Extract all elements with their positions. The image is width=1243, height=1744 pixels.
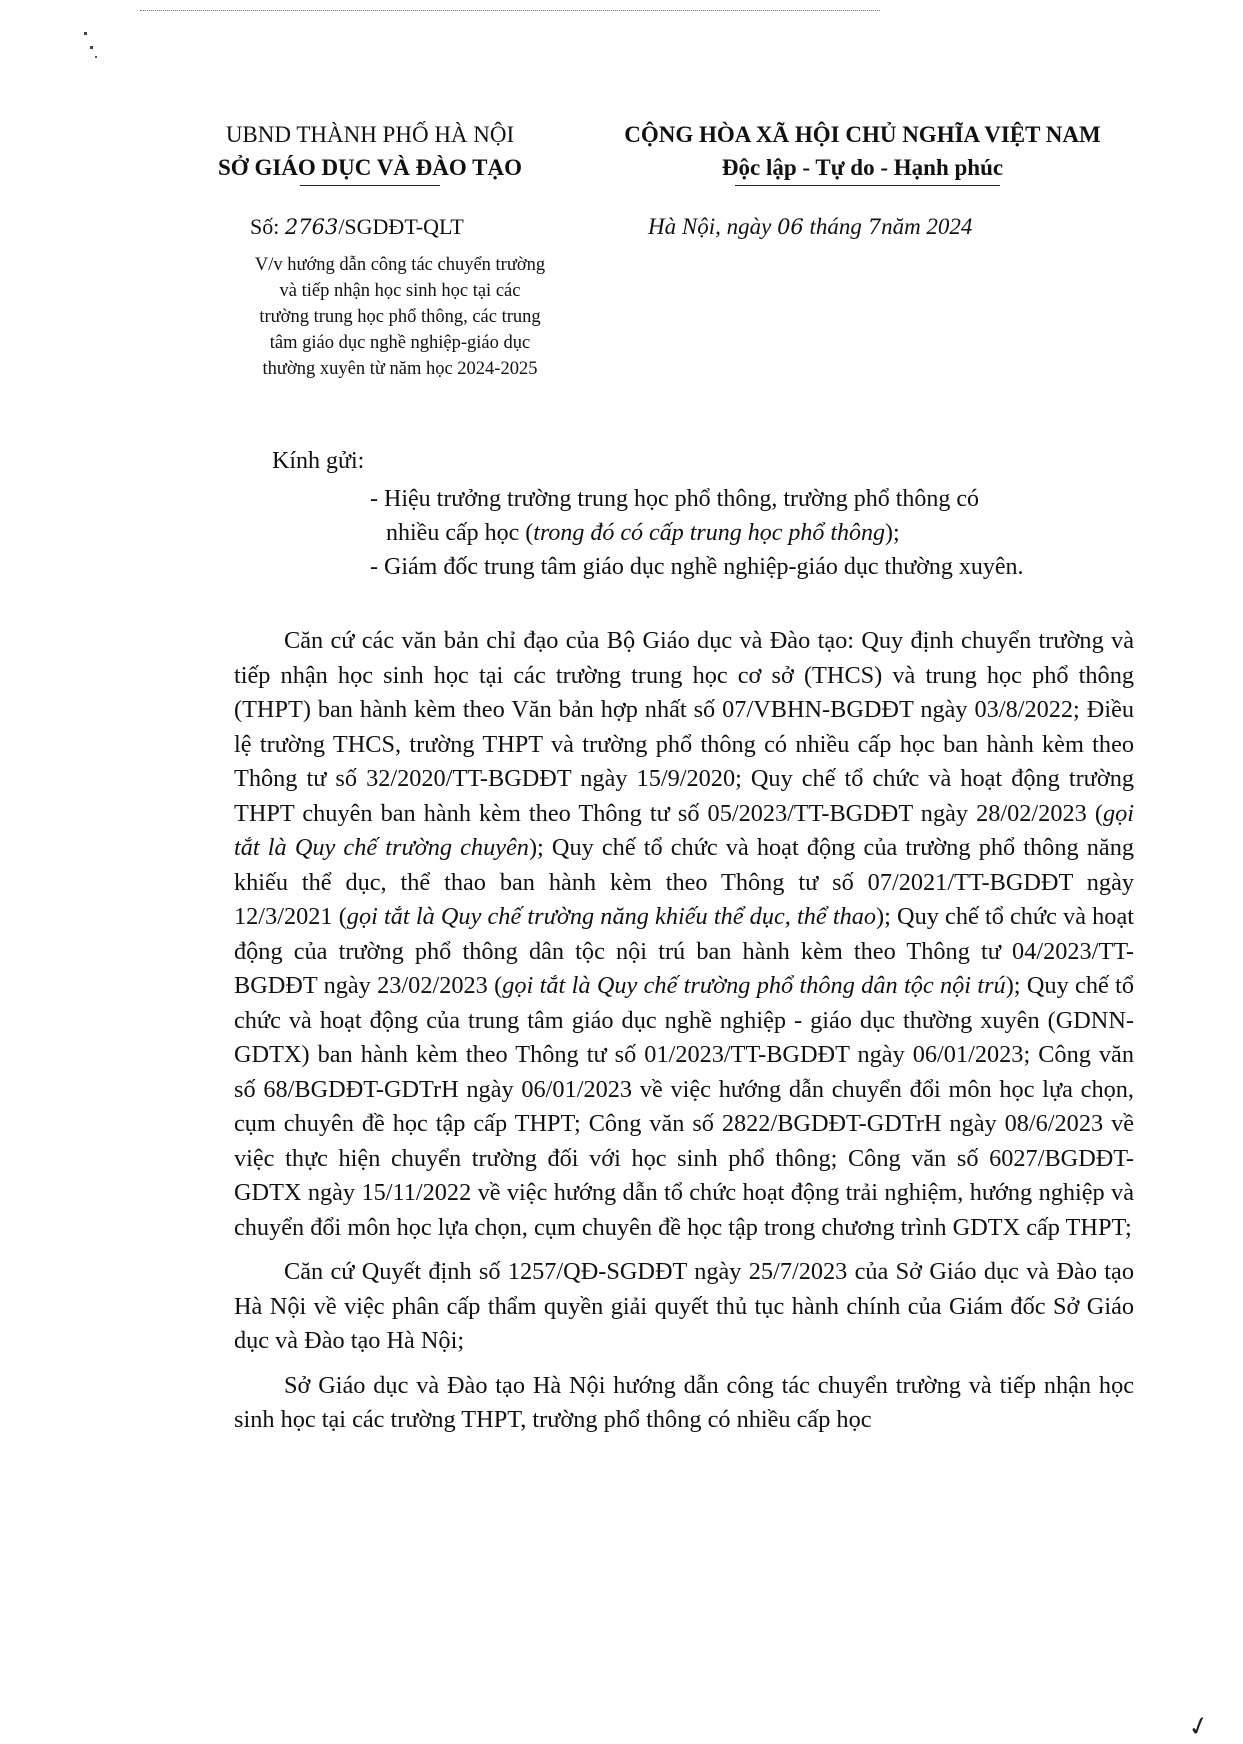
date-prefix: Hà Nội, ngày bbox=[648, 214, 778, 239]
p1-italic: gọi tắt là Quy chế trường chuyên bbox=[234, 799, 1134, 861]
date-day: 06 bbox=[777, 215, 804, 239]
authority-underline bbox=[300, 185, 440, 186]
document-number bbox=[250, 214, 464, 240]
national-motto: Độc lập - Tự do - Hạnh phúc bbox=[721, 155, 1004, 180]
p1-text: ); Quy chế tổ chức và hoạt động của trung tâm giáo dục nghề nghiệp - giáo dục thường xuyên (GDNN-GDTX) ban hành kèm theo Thông tư số 01/2023/TT-BGDĐT ngày 06/01/2023; Công văn số 68/BGDĐT-GDTrH ngày 06/01/2023 về việc hướng dẫn chuyển đổi môn học lựa chọn, cụm chuyên đề học tập cấp THPT; Công văn số 2822/BGDĐT-GDTrH ngày 08/6/2023 về việc thực hiện chuyển trường đối với học sinh phổ thông; Công văn số 6027/BGDĐT-GDTX ngày 15/11/2022 về việc hướng dẫn tổ chức hoạt động trải nghiệm, hướng nghiệp và chuyển đổi môn học lựa chọn, cụm chuyên đề học tập trong chương trình GDTX cấp THPT; bbox=[234, 972, 1134, 1241]
national-title bbox=[585, 118, 1140, 184]
p1-text: ); Quy chế tổ chức và hoạt động của trường phổ thông dân tộc nội trú ban hành kèm theo Thông tư 04/2023/TT-BGDĐT ngày 23/02/2023 ( bbox=[234, 903, 1134, 999]
date-month-label: tháng bbox=[803, 214, 868, 239]
document-subject bbox=[230, 252, 570, 382]
scan-edge-line bbox=[140, 10, 880, 11]
date-month: 7 bbox=[867, 215, 882, 239]
recipient-1 bbox=[370, 482, 1140, 550]
recipient-2: - Giám đốc trung tâm giáo dục nghề nghiệp-giáo dục thường xuyên. bbox=[370, 554, 1024, 580]
recipient-1-end: ); bbox=[885, 520, 900, 546]
body-paragraph-1 bbox=[234, 624, 1134, 1245]
recipient-1-text: nhiều cấp học ( bbox=[386, 520, 534, 546]
subject-line: tâm giáo dục nghề nghiệp-giáo dục bbox=[269, 333, 531, 353]
body-paragraph-2: Căn cứ Quyết định số 1257/QĐ-SGDĐT ngày 25/7/2023 của Sở Giáo dục và Đào tạo Hà Nội về việc phân cấp thẩm quyền giải quyết thủ tục hành chính của Giám đốc Sở Giáo dục và Đào tạo Hà Nội; bbox=[234, 1258, 1134, 1354]
recipient-1-line-1: - Hiệu trưởng trường trung học phổ thông, trường phổ thông có bbox=[370, 486, 980, 512]
p1-text: Căn cứ các văn bản chỉ đạo của Bộ Giáo dục và Đào tạo: Quy định chuyển trường và tiếp nhận học sinh học tại các trường trung học cơ sở (THCS) và trung học phổ thông (THPT) ban hành kèm theo Văn bản hợp nhất số 07/VBHN-BGDĐT ngày 03/8/2022; Điều lệ trường THCS, trường THPT và trường phổ thông có nhiều cấp học ban hành kèm theo Thông tư số 32/2020/TT-BGDĐT ngày 15/9/2020; Quy chế tổ chức và hoạt động trường THPT chuyên ban hành kèm theo Thông tư số 05/2023/TT-BGDĐT ngày 28/02/2023 ( bbox=[234, 627, 1134, 827]
authority-line-1: UBND THÀNH PHỐ HÀ NỘI bbox=[225, 122, 515, 147]
p1-text: ); Quy chế tổ chức và hoạt động của trường phổ thông năng khiếu thể dục, thể thao ban hành kèm theo Thông tư số 07/2021/TT-BGDĐT ngày 12/3/2021 ( bbox=[234, 834, 1134, 930]
recipient-1-line-2 bbox=[370, 516, 1140, 550]
scan-speck bbox=[95, 56, 97, 58]
date-year: năm 2024 bbox=[881, 214, 973, 239]
document-body bbox=[234, 624, 1134, 1448]
doc-number-handwritten: 2763 bbox=[284, 215, 339, 239]
national-title-line-1: CỘNG HÒA XÃ HỘI CHỦ NGHĨA VIỆT NAM bbox=[624, 122, 1101, 147]
doc-number-suffix: /SGDĐT-QLT bbox=[338, 214, 464, 239]
p1-italic: gọi tắt là Quy chế trường năng khiếu thể dục, thể thao bbox=[346, 903, 877, 930]
subject-line: thường xuyên từ năm học 2024-2025 bbox=[262, 359, 538, 379]
motto-underline bbox=[735, 185, 1000, 186]
scan-speck bbox=[90, 46, 93, 49]
subject-line: và tiếp nhận học sinh học tại các bbox=[279, 281, 521, 301]
issuing-authority bbox=[200, 118, 540, 184]
authority-line-2: SỞ GIÁO DỤC VÀ ĐÀO TẠO bbox=[218, 155, 522, 180]
recipients-label: Kính gửi: bbox=[272, 448, 365, 474]
subject-line: V/v hướng dẫn công tác chuyển trường bbox=[254, 255, 546, 275]
doc-number-prefix: Số: bbox=[250, 214, 285, 239]
scan-speck bbox=[84, 32, 87, 35]
recipient-1-italic: trong đó có cấp trung học phổ thông bbox=[533, 520, 886, 546]
p1-italic: gọi tắt là Quy chế trường phổ thông dân tộc nội trú bbox=[502, 972, 1006, 999]
document-date bbox=[648, 214, 972, 240]
subject-line: trường trung học phổ thông, các trung bbox=[259, 307, 541, 327]
initial-mark: ✓ bbox=[1184, 1709, 1214, 1744]
body-paragraph-3: Sở Giáo dục và Đào tạo Hà Nội hướng dẫn công tác chuyển trường và tiếp nhận học sinh học tại các trường THPT, trường phổ thông có nhiều cấp học bbox=[234, 1371, 1134, 1433]
